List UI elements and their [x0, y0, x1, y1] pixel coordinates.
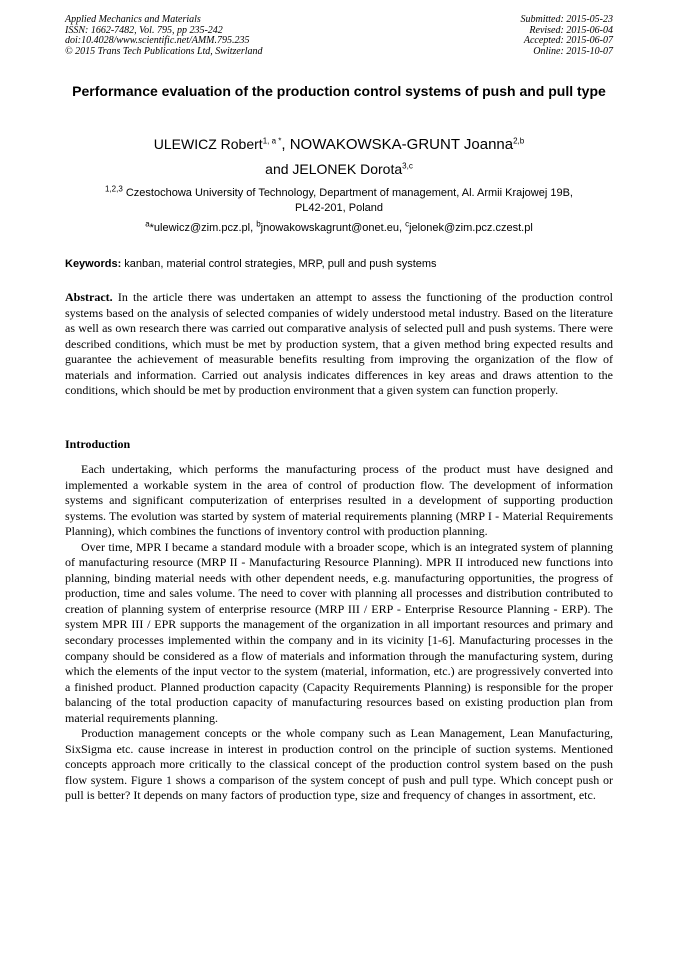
- author-affiliation-marker: 2,b: [513, 136, 525, 146]
- keywords-text: kanban, material control strategies, MRP, pull and push systems: [121, 258, 437, 270]
- date-accepted: Accepted: 2015-06-07: [523, 35, 613, 47]
- email-link[interactable]: *ulewicz@zim.pcz.pl,: [149, 222, 257, 234]
- email-link[interactable]: jelonek@zim.pcz.czest.pl: [409, 222, 533, 234]
- affiliation-line: Czestochowa University of Technology, Department of management, Al. Armii Krajowej 19B,: [122, 187, 573, 199]
- journal-info: [65, 15, 263, 57]
- body-paragraph: Production management concepts or the whole company such as Lean Management, Lean Manufacturing, SixSigma etc. cause increase in interest in production control on the principle of suction systems. Mentioned concepts approach more critically to the classical concept of the production control system based on the push flow system. Figure 1 shows a comparison of the system concept of push and pull type. Which concept push or pull is better? It depends on many factors of production type, size and frequency of changes in assortment, etc.: [65, 726, 613, 803]
- author-name: and JELONEK Dorota: [265, 161, 403, 177]
- introduction-body: [65, 462, 613, 804]
- author-name: ULEWICZ Robert: [153, 136, 263, 152]
- author-affiliation-marker: 3,c: [402, 161, 413, 171]
- author-list: [65, 132, 613, 181]
- body-paragraph: Each undertaking, which performs the manufacturing process of the product must have designed and implemented a workable system in the area of control of production flow. The development of information systems and significant computerization of enterprises resulted in a development of supporting production systems. The evolution was started by system of material requirements planning (MRP I - Material Requirements Planning), which combines the functions of inventory control with production planning.: [65, 462, 613, 539]
- email-marker: b: [256, 219, 261, 229]
- paper-title: Performance evaluation of the production control systems of push and pull type: [72, 83, 606, 99]
- author-affiliation-marker: 1, a *: [262, 136, 282, 146]
- email-link[interactable]: jnowakowskagrunt@onet.eu,: [260, 222, 406, 234]
- journal-copyright: © 2015 Trans Tech Publications Ltd, Switzerland: [65, 45, 263, 57]
- submission-dates: [521, 15, 614, 57]
- date-revised: Revised: 2015-06-04: [529, 24, 613, 36]
- abstract-label: Abstract.: [65, 290, 113, 304]
- date-online: Online: 2015-10-07: [533, 45, 613, 57]
- abstract-text: In the article there was undertaken an attempt to assess the functioning of the production control systems based on the analysis of selected companies of widely understood metal industry. Based on the literature as well as own research there was carried out comparative analysis of selected pull and push systems. There were described conditions, which must be met by production system, that a given method bring expected results and guarantee the achievement of measurable benefits resulting from improving the organization of the flow of materials and information. Carried out analysis indicates differences in key areas and draws attention to the conditions, which should be met by production environment that a given system can function properly.: [65, 290, 613, 397]
- section-heading-introduction: Introduction: [65, 437, 131, 451]
- affiliation-line: PL42-201, Poland: [294, 202, 384, 214]
- affiliation-marker: 1,2,3: [105, 184, 123, 194]
- keywords: [65, 257, 613, 271]
- affiliation: [65, 186, 613, 216]
- email-marker: c: [405, 219, 410, 229]
- journal-name: Applied Mechanics and Materials: [65, 14, 201, 25]
- author-emails: [65, 221, 613, 235]
- journal-issn: ISSN: 1662-7482, Vol. 795, pp 235-242: [65, 24, 223, 36]
- abstract: [65, 290, 613, 399]
- email-marker: a: [145, 219, 150, 229]
- journal-doi: doi:10.4028/www.scientific.net/AMM.795.235: [65, 35, 250, 47]
- author-name: , NOWAKOWSKA-GRUNT Joanna: [281, 136, 514, 153]
- body-paragraph: Over time, MPR I became a standard module with a broader scope, which is an integrated system of planning of manufacturing resource (MRP II - Manufacturing Resource Planning). MPR II introduced new functions into planning, binding material needs with other dependent needs, e.g. manufacturing opportunities, the progress of production, time and sales volume. The need to cover with planning all processes and distribution contributed to creation of planning system of enterprise resource (MRP III / ERP - Enterprise Resource Planning - ERP). The system MPR III / EPR supports the management of the organization in all important resources and primary and secondary processes implemented within the company and in its vicinity [1-6]. Manufacturing processes in the company should be considered as a flow of materials and information through the manufacturing system, during which the elements of the input vector to the system (material, information, etc.) are progressively converted into a finished product. Planned production capacity (Capacity Requirements Planning) is responsible for the proper balancing of the total production capacity of manufacturing resources based on existing production plan from material requirements planning.: [65, 539, 613, 725]
- keywords-label: Keywords:: [65, 258, 122, 270]
- date-submitted: Submitted: 2015-05-23: [520, 14, 613, 25]
